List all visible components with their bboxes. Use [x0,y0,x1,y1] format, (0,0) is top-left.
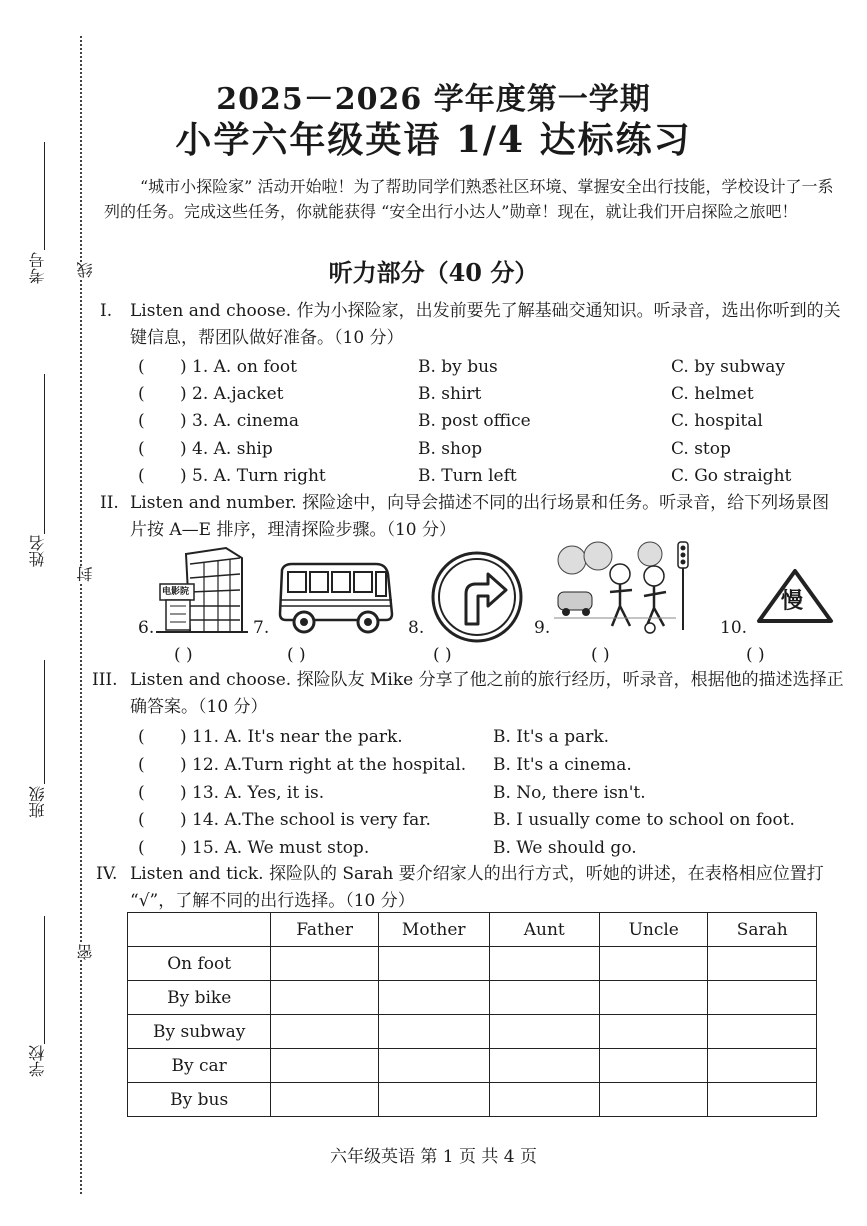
q1-option-b[interactable]: B. by bus [418,357,498,377]
tick-cell[interactable] [378,1083,489,1117]
table-row [128,1015,817,1049]
tick-cell[interactable] [599,947,708,981]
class-label: 班级 [28,786,47,818]
tick-cell[interactable] [378,1049,489,1083]
q12-paren[interactable]: ( [138,755,145,775]
pic8-blank[interactable]: ( ) [433,645,452,665]
listening-section-title: 听力部分（40 分） [328,258,539,287]
part1-header [100,298,844,352]
q4-option-c[interactable]: C. stop [671,439,731,459]
tick-cell[interactable] [708,981,817,1015]
q13-option-a[interactable]: ) 13. A. Yes, it is. [180,783,325,803]
row-label-by-bus: By bus [128,1083,271,1117]
pic7-blank[interactable]: ( ) [287,645,306,665]
tick-cell[interactable] [599,1083,708,1117]
col-sarah: Sarah [708,913,817,947]
q13-paren[interactable]: ( [138,783,145,803]
tick-cell[interactable] [599,1015,708,1049]
q3-option-b[interactable]: B. post office [418,411,531,431]
q14-option-a[interactable]: ) 14. A.The school is very far. [180,810,431,830]
part2-instruction: Listen and number. 探险途中，向导会描述不同的出行场景和任务。听录音，给下列场景图片按 A—E 排序，理清探险步骤。（10 分） [130,493,830,540]
row-label-on-foot: On foot [128,947,271,981]
tick-cell[interactable] [271,981,379,1015]
q15-option-b[interactable]: B. We should go. [493,838,637,858]
q5-paren[interactable]: ( [138,466,145,486]
term-title: 2025－2026 学年度第一学期 [216,82,651,117]
q12-option-b[interactable]: B. It's a cinema. [493,755,632,775]
part1-instruction: Listen and choose. 作为小探险家，出发前要先了解基础交通知识。听录音，选出你听到的关键信息，帮团队做好准备。（10 分） [130,301,841,348]
tick-cell[interactable] [271,1015,379,1049]
q4-option-b[interactable]: B. shop [418,439,483,459]
table-row [128,947,817,981]
part1-number: I. [100,301,113,321]
q3-option-a[interactable]: ) 3. A. cinema [180,411,299,431]
q2-option-b[interactable]: B. shirt [418,384,482,404]
binding-dotted-line [80,36,82,1194]
row-label-by-subway: By subway [128,1015,271,1049]
table-corner-cell [128,913,271,947]
tick-cell[interactable] [708,1015,817,1049]
part4-header [96,861,844,915]
seal-char-seal: 封 [76,566,95,582]
part3-header [92,667,844,721]
part4-number: IV. [96,864,118,884]
q12-option-a[interactable]: ) 12. A.Turn right at the hospital. [180,755,467,775]
exam-title: 小学六年级英语 1/4 达标练习 [175,119,692,161]
exam-number-label: 考号 [28,252,47,284]
tick-cell[interactable] [378,981,489,1015]
tick-cell[interactable] [271,947,379,981]
part2-header [100,490,844,544]
tick-cell[interactable] [708,1049,817,1083]
q3-paren[interactable]: ( [138,411,145,431]
name-label: 姓名 [28,535,47,567]
tick-cell[interactable] [489,981,599,1015]
tick-cell[interactable] [271,1083,379,1117]
col-aunt: Aunt [489,913,599,947]
table-row [128,981,817,1015]
q11-paren[interactable]: ( [138,727,145,747]
seal-char-secret: 密 [76,944,95,960]
q15-paren[interactable]: ( [138,838,145,858]
kids-crossing-icon [554,540,694,636]
table-row [128,1083,817,1117]
tick-cell[interactable] [708,947,817,981]
q4-paren[interactable]: ( [138,439,145,459]
q2-paren[interactable]: ( [138,384,145,404]
tick-cell[interactable] [599,981,708,1015]
pic9-number: 9. [534,618,551,638]
tick-cell[interactable] [489,1015,599,1049]
slow-sign-text: 慢 [781,589,804,614]
pic6-blank[interactable]: ( ) [174,645,193,665]
cinema-sign-text: 电影院 [162,587,190,597]
col-father: Father [271,913,379,947]
q15-option-a[interactable]: ) 15. A. We must stop. [180,838,370,858]
q11-option-a[interactable]: ) 11. A. It's near the park. [180,727,403,747]
q4-option-a[interactable]: ) 4. A. ship [180,439,273,459]
q2-option-c[interactable]: C. helmet [671,384,754,404]
seal-char-line: 线 [76,262,95,278]
bus-icon [276,560,396,634]
pic10-number: 10. [720,618,748,638]
table-header-row [128,913,817,947]
col-uncle: Uncle [599,913,708,947]
intro-paragraph: “城市小探险家” 活动开始啦！为了帮助同学们熟悉社区环境、掌握安全出行技能，学校设计了一系列的任务。完成这些任务，你就能获得 “安全出行小达人”勋章！现在，就让我们开启探险之旅吧！ [104,177,834,221]
pic10-blank[interactable]: ( ) [746,645,765,665]
q2-option-a[interactable]: ) 2. A.jacket [180,384,284,404]
row-label-by-bike: By bike [128,981,271,1015]
col-mother: Mother [378,913,489,947]
part3-number: III. [92,670,118,690]
q1-option-c[interactable]: C. by subway [671,357,785,377]
travel-mode-table [127,912,817,1117]
part2-number: II. [100,493,119,513]
page-footer: 六年级英语 第 1 页 共 4 页 [329,1147,538,1167]
pic8-number: 8. [408,618,425,638]
part3-instruction: Listen and choose. 探险队友 Mike 分享了他之前的旅行经历，听录音，根据他的描述选择正确答案。（10 分） [130,670,844,717]
tick-cell[interactable] [271,1049,379,1083]
tick-cell[interactable] [708,1083,817,1117]
pic7-number: 7. [253,618,270,638]
q13-option-b[interactable]: B. No, there isn't. [493,783,646,803]
q5-option-b[interactable]: B. Turn left [418,466,517,486]
tick-cell[interactable] [489,1049,599,1083]
school-field[interactable] [44,916,45,1044]
class-field[interactable] [44,660,45,784]
name-field[interactable] [44,374,45,534]
q11-option-b[interactable]: B. It's a park. [493,727,610,747]
part4-instruction: Listen and tick. 探险队的 Sarah 要介绍家人的出行方式，听她的讲述，在表格相应位置打 “√”，了解不同的出行选择。（10 分） [130,864,824,911]
q14-option-b[interactable]: B. I usually come to school on foot. [493,810,795,830]
q3-option-c[interactable]: C. hospital [671,411,763,431]
tick-cell[interactable] [489,947,599,981]
pic9-blank[interactable]: ( ) [591,645,610,665]
turn-right-sign-icon [430,550,524,644]
tick-cell[interactable] [489,1083,599,1117]
school-label: 学校 [28,1045,47,1077]
q1-option-a[interactable]: ) 1. A. on foot [180,357,297,377]
pic6-number: 6. [138,618,155,638]
q1-paren[interactable]: ( [138,357,145,377]
table-row [128,1049,817,1083]
tick-cell[interactable] [378,947,489,981]
tick-cell[interactable] [599,1049,708,1083]
q5-option-c[interactable]: C. Go straight [671,466,792,486]
q5-option-a[interactable]: ) 5. A. Turn right [180,466,326,486]
q14-paren[interactable]: ( [138,810,145,830]
row-label-by-car: By car [128,1049,271,1083]
tick-cell[interactable] [378,1015,489,1049]
